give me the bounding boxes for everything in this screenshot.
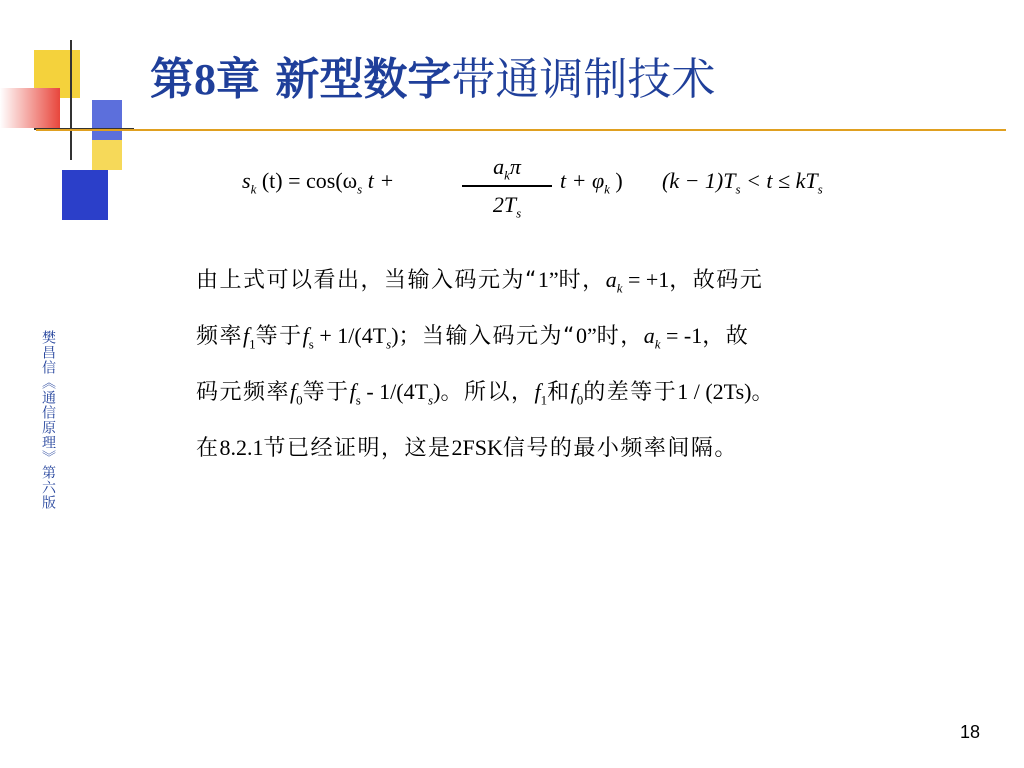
math-sub: 0 — [296, 392, 303, 408]
math-sub: 1 — [249, 336, 256, 352]
math-value: = +1 — [622, 267, 670, 292]
equation-condition — [662, 168, 823, 197]
eq-s: s — [242, 168, 251, 193]
equation-rhs — [560, 168, 623, 197]
math-a: a — [605, 267, 617, 292]
cond-b: < t ≤ kT — [740, 168, 818, 193]
cond-a-sub: s — [735, 181, 741, 197]
text: 码元频率 — [196, 380, 291, 405]
text: 节已经证明，这是 — [263, 436, 452, 461]
equation-fraction — [462, 150, 552, 222]
math-sub: s — [386, 336, 392, 352]
eq-phi-sub: k — [604, 181, 610, 197]
decor-blue-square-large — [62, 170, 108, 220]
frac-2t-sub: s — [516, 204, 522, 220]
math-expr: ) — [391, 323, 399, 348]
text: 1” — [537, 267, 559, 292]
math-a: a — [643, 323, 655, 348]
text: 等于 — [302, 380, 350, 405]
math-f: f — [243, 323, 250, 348]
equation — [242, 150, 892, 230]
math-expr: 1 / (2Ts) — [677, 379, 752, 404]
fraction-bar — [462, 185, 552, 187]
text: 0” — [575, 323, 597, 348]
decor-vertical-line — [70, 40, 72, 160]
text: 信号的最小频率间隔。 — [502, 436, 738, 461]
text: 时， — [596, 324, 644, 349]
fraction-denominator — [462, 188, 552, 222]
body-paragraph — [196, 252, 996, 476]
text: ；当输入码元为“ — [398, 324, 576, 349]
eq-cos: (t) = cos(ω — [256, 168, 358, 193]
text: 频率 — [196, 324, 244, 349]
math-expr: + 1/(4T — [313, 323, 387, 348]
math-sub: s — [355, 392, 361, 408]
math-f: f — [349, 379, 356, 404]
title-chapter-number: 8 — [194, 55, 216, 104]
slide-title — [150, 40, 715, 120]
title-bold-part: 章 新型数字 — [216, 54, 452, 105]
frac-a: a — [493, 154, 505, 179]
text: 等于 — [255, 324, 303, 349]
decor-blue-square-small — [92, 100, 122, 140]
math-value: = -1 — [660, 323, 703, 348]
eq-t: t + — [362, 168, 395, 193]
frac-pi: π — [509, 154, 521, 179]
cond-b-sub: s — [817, 181, 823, 197]
page-number: 18 — [960, 722, 981, 742]
math-expr: - 1/(4T — [360, 379, 429, 404]
frac-2t: 2T — [492, 191, 517, 217]
text: ，故 — [702, 324, 750, 349]
side-note: 樊昌信《通信原理》第六版 — [40, 330, 56, 510]
math-f: f — [290, 379, 297, 404]
text: 时， — [558, 268, 606, 293]
section-ref: 8.2.1 — [219, 435, 264, 460]
paragraph-line-3 — [196, 364, 996, 420]
text: ，故码元 — [669, 268, 764, 293]
math-f: f — [534, 379, 541, 404]
title-divider — [36, 129, 1006, 131]
math-sub: 0 — [576, 392, 584, 408]
math-f: f — [570, 379, 577, 404]
eq-s-sub: k — [250, 181, 257, 197]
cond-a: (k − 1)T — [662, 168, 736, 193]
text: 在 — [196, 436, 220, 461]
math-sub: s — [308, 336, 314, 352]
frac-a-sub: k — [504, 167, 510, 183]
math-f: f — [302, 323, 309, 348]
title-chapter-prefix: 第 — [150, 54, 194, 105]
decor-yellow-strip — [92, 140, 122, 170]
math-sub: k — [654, 336, 661, 352]
text: 由上式可以看出，当输入码元为“ — [196, 268, 538, 293]
fraction-numerator — [462, 150, 552, 184]
text: 的差等于 — [583, 380, 678, 405]
math-sub: 1 — [540, 392, 548, 408]
math-sub: s — [428, 392, 434, 408]
math-expr: ) — [433, 379, 441, 404]
text: 。所以， — [440, 380, 535, 405]
paragraph-line-1 — [196, 252, 996, 308]
text: 。 — [751, 380, 775, 405]
paragraph-line-2 — [196, 308, 996, 364]
decor-red-gradient — [0, 88, 60, 128]
math-sub: k — [616, 280, 623, 296]
eq-omega-sub: s — [357, 181, 363, 197]
eq-close: ) — [609, 168, 623, 193]
term-2fsk: 2FSK — [451, 435, 503, 460]
title-regular-part: 带通调制技术 — [451, 54, 716, 105]
paragraph-line-4 — [196, 420, 996, 476]
equation-lhs — [242, 168, 394, 197]
text: 和 — [547, 380, 571, 405]
eq-phi: t + φ — [560, 168, 605, 193]
